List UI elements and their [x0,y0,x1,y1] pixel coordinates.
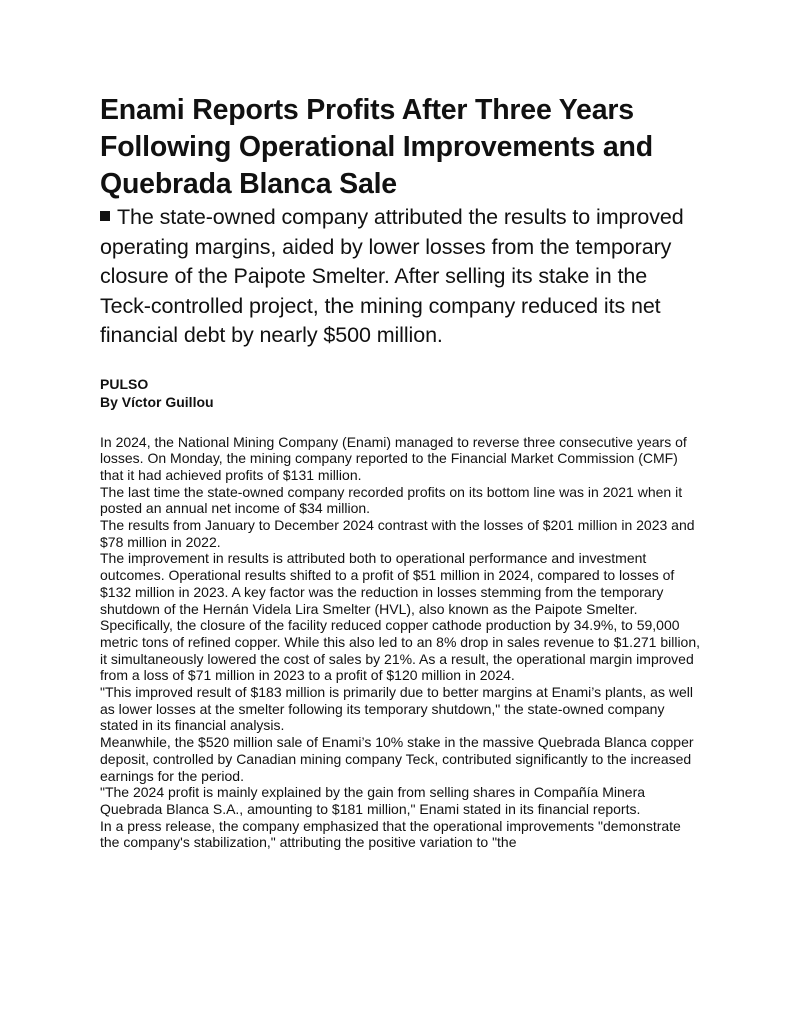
body-paragraph: In 2024, the National Mining Company (Enami) managed to reverse three consecutive years of losses. On Monday, the mining company reported to the Financial Market Commission (CMF) that it had achieved profits of $131 million. [100,433,687,483]
article-body [100,434,700,852]
body-paragraph: The last time the state-owned company recorded profits on its bottom line was in 2021 when it posted an annual net income of $34 million. [100,483,683,517]
article-headline: Enami Reports Profits After Three Years Following Operational Improvements and Quebrada Blanca Sale [100,94,653,200]
article [100,92,700,851]
body-paragraph: The results from January to December 2024 contrast with the losses of $201 million in 2023 and $78 million in 2022. [100,517,695,550]
article-deck [100,203,700,351]
source-label: PULSO [100,375,149,392]
body-paragraph: "This improved result of $183 million is primarily due to better margins at Enami’s plants, as well as lower losses at the smelter following its temporary shutdown," the state-owned company stated in its financial analysis. [100,684,693,734]
bullet-square-icon [100,211,110,221]
body-paragraph: "The 2024 profit is mainly explained by the gain from selling shares in Compañía Minera Quebrada Blanca S.A., amounting to $181 million," Enami stated in its financial reports. [100,784,646,817]
body-paragraph: In a press release, the company emphasized that the operational improvements "demonstrate the company's stabilization," attributing the positive variation to "the [100,817,681,851]
body-paragraph: Meanwhile, the $520 million sale of Enami’s 10% stake in the massive Quebrada Blanca copper deposit, controlled by Canadian mining company Teck, contributed significantly to the increased earnings for the period. [100,734,694,784]
author-label: By Víctor Guillou [100,393,214,410]
article-deck-text: The state-owned company attributed the results to improved operating margins, aided by lower losses from the temporary closure of the Paipote Smelter. After selling its stake in the Teck-controlled project, the mining company reduced its net financial debt by nearly $500 million. [100,205,684,347]
body-paragraph: The improvement in results is attributed both to operational performance and investment outcomes. Operational results shifted to a profit of $51 million in 2024, compared to losses of $132 million in 2023. A key factor was the reduction in losses stemming from the temporary shutdown of the Hernán Videla Lira Smelter (HVL), also known as the Paipote Smelter. [100,550,675,617]
body-paragraph: Specifically, the closure of the facility reduced copper cathode production by 34.9%, to 59,000 metric tons of refined copper. While this also led to an 8% drop in sales revenue to $1.271 billion, it simultaneously lowered the cost of sales by 21%. As a result, the operational margin improved from a loss of $71 million in 2023 to a profit of $120 million in 2024. [100,617,701,684]
byline [100,375,700,411]
